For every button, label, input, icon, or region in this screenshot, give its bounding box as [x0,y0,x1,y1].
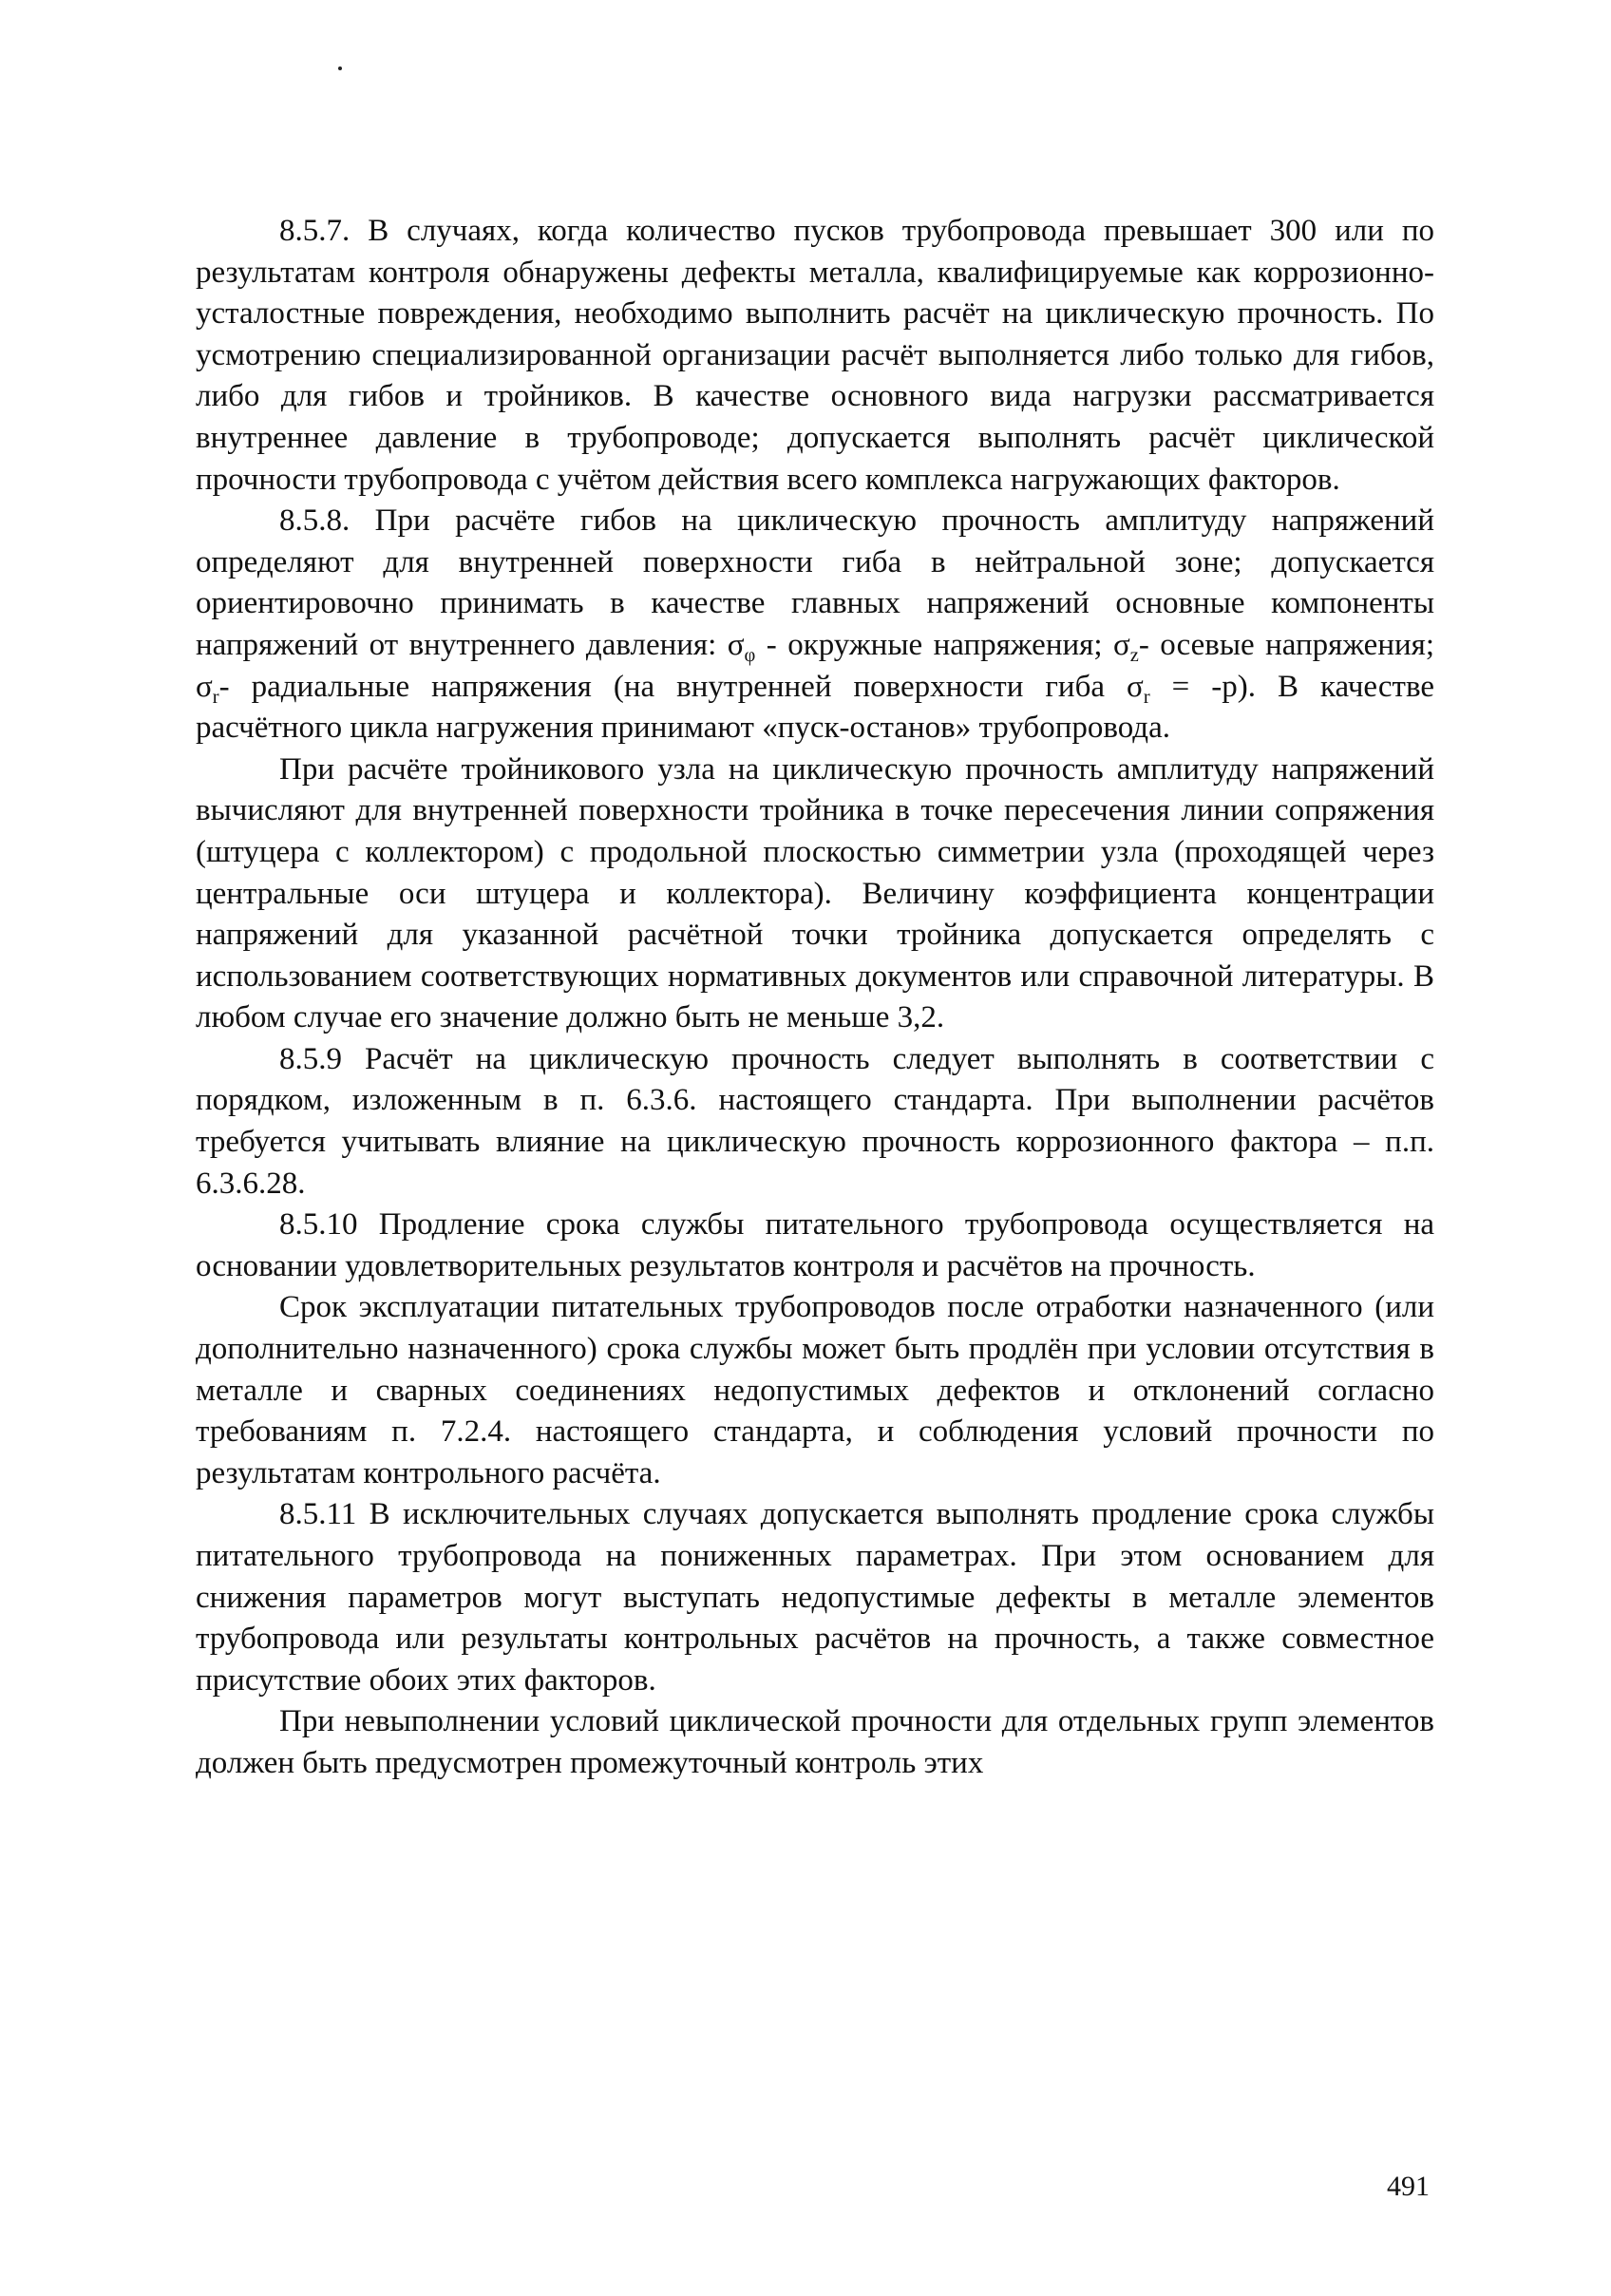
paragraph-8-5-8-text-2: - окружные напряжения; [755,627,1113,662]
paragraph-8-5-9: 8.5.9 Расчёт на циклическую прочность следует выполнять в соответствии с порядком, изложенным в п. 6.3.6. настоящего стандарта. При выполнении расчётов требуется учитывать влияние на циклическую прочность коррозионного фактора – п.п. 6.3.6.28. [196,1041,1434,1201]
subscript-r: r [212,686,219,708]
paragraph-8-5-11: 8.5.11 В исключительных случаях допускается выполнять продление срока службы питательного трубопровода на пониженных параметрах. При этом основанием для снижения параметров могут выступать недопустимые дефекты в металле элементов трубопровода или результаты контрольных расчётов на прочность, а также совместное присутствие обоих этих факторов. [196,1497,1434,1698]
scan-speck [338,66,342,70]
paragraph-8-5-8-text-4: - радиальные напряжения (на внутренней поверхности гиба [218,669,1128,704]
sigma-symbol: σ [196,669,213,704]
paragraph-tee-calculation: При расчёте тройникового узла на циклическую прочность амплитуду напряжений вычисляют для внутренней поверхности тройника в точке пересечения линии сопряжения (штуцера с коллектором) с продольной плоскостью симметрии узла (проходящей через центральные оси штуцера и коллектора). Величину коэффициента концентрации напряжений для указанной расчётной точки тройника допускается определять с использованием соответствующих нормативных документов или справочной литературы. В любом случае его значение должно быть не меньше 3,2. [196,751,1434,1035]
sigma-symbol: σ [727,627,745,662]
sigma-symbol: σ [1127,669,1144,704]
subscript-phi: φ [744,645,756,667]
paragraph-cyclic-strength-failure: При невыполнении условий циклической прочности для отдельных групп элементов должен быть предусмотрен промежуточный контроль этих [196,1704,1434,1780]
paragraph-8-5-8-text-1: 8.5.8. При расчёте гибов на циклическую прочность амплитуду напряжений определяют для внутренней поверхности гиба в нейтральной зоне; допускается ориентировочно принимать в качестве главных напряжений основные компоненты напряжений от внутреннего давления: [196,503,1434,662]
paragraph-8-5-7: 8.5.7. В случаях, когда количество пусков трубопровода превышает 300 или по результатам контроля обнаружены дефекты металла, квалифицируемые как коррозионно-усталостные повреждения, необходимо выполнить расчёт на циклическую прочность. По усмотрению специализированной организации расчёт выполняется либо только для гибов, либо для гибов и тройников. В качестве основного вида нагрузки рассматривается внутреннее давление в трубопроводе; допускается выполнять расчёт циклической прочности трубопровода с учётом действия всего комплекса нагружающих факторов. [196,214,1434,497]
body-text [196,211,1434,1785]
page-number: 491 [1387,2171,1430,2202]
paragraph-service-extension: Срок эксплуатации питательных трубопроводов после отработки назначенного (или дополнительно назначенного) срока службы может быть продлён при условии отсутствия в металле и сварных соединениях недопустимых дефектов и отклонений согласно требованиям п. 7.2.4. настоящего стандарта, и соблюдения условий прочности по результатам контрольного расчёта. [196,1290,1434,1490]
paragraph-8-5-8-text-3: - осевые напряжения; [1138,627,1434,662]
subscript-r: r [1143,686,1150,708]
paragraph-8-5-8-text-5: = -p). В качестве расчётного цикла нагружения принимают «пуск-останов» трубопровода. [196,669,1434,746]
sigma-symbol: σ [1112,627,1130,662]
subscript-z: z [1129,645,1139,667]
paragraph-8-5-10: 8.5.10 Продление срока службы питательного трубопровода осуществляется на основании удовлетворительных результатов контроля и расчётов на прочность. [196,1207,1434,1283]
paragraph-8-5-8 [196,501,1434,750]
